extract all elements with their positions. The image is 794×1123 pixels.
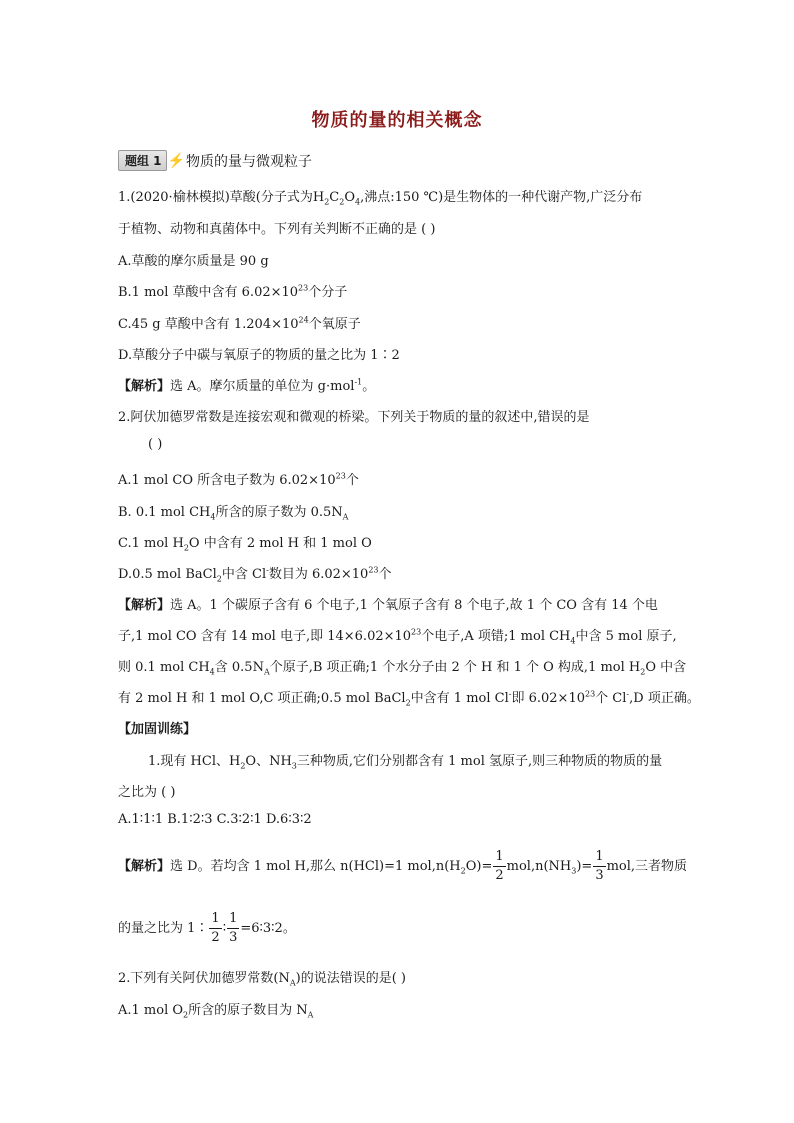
fraction	[493, 848, 505, 885]
text: mol,三者物质	[606, 859, 688, 874]
text: 所含的原子数目为 N	[188, 1003, 308, 1018]
answer-tag: 【解析】	[118, 598, 171, 613]
superscript: 23	[335, 471, 346, 481]
question-1-option-d: D.草酸分子中碳与氧原子的物质的量之比为 1∶2	[118, 348, 400, 363]
page-title: 物质的量的相关概念	[311, 110, 483, 131]
text: 中含 Cl	[221, 567, 267, 582]
text: 则 0.1 mol CH	[118, 660, 210, 675]
extra-question-1-options: A.1∶1∶1 B.1∶2∶3 C.3∶2∶1 D.6∶3∶2	[118, 812, 312, 827]
text: 1.现有 HCl、H	[148, 754, 241, 769]
text: 所含的原子数为 0.5N	[215, 505, 343, 520]
superscript: -	[266, 565, 269, 575]
text: O)=	[465, 859, 493, 874]
text: mol,n(NH	[506, 859, 572, 874]
subscript: A	[307, 1010, 314, 1020]
numerator: 1	[493, 848, 505, 867]
question-1-stem-line1	[118, 186, 642, 207]
question-2-stem-line2: ( )	[148, 437, 163, 452]
text: 。	[362, 379, 376, 394]
answer-tag: 【解析】	[118, 859, 171, 874]
superscript: -	[626, 689, 630, 699]
question-1-answer	[118, 375, 375, 394]
subscript: 2	[183, 1010, 189, 1020]
text: O 中含	[645, 660, 687, 675]
text: O 中含有 2 mol H 和 1 mol O	[188, 536, 372, 551]
numerator: 1	[593, 848, 605, 867]
text: 个 Cl	[595, 691, 627, 706]
subscript: A	[342, 512, 349, 522]
answer-tag: 【解析】	[118, 379, 171, 394]
lightning-icon: ⚡	[167, 152, 185, 169]
text: B. 0.1 mol CH	[118, 505, 211, 520]
fraction	[227, 910, 239, 947]
text: C.45 g 草酸中含有 1.204×10	[118, 317, 299, 332]
superscript: 23	[298, 283, 309, 293]
subscript: 2	[216, 574, 222, 584]
extra-question-1-line1	[148, 750, 662, 771]
subscript: 2	[339, 197, 345, 207]
question-1-option-a: A.草酸的摩尔质量是 90 g	[118, 254, 269, 269]
subscript: 2	[405, 698, 411, 708]
subscript: 2	[324, 197, 330, 207]
text: 数目为 6.02×10	[268, 567, 369, 582]
text: C	[329, 190, 340, 205]
text: 个分子	[308, 285, 348, 300]
section-header	[118, 150, 312, 171]
extra-training-tag: 【加固训练】	[118, 722, 197, 737]
extra-question-2-option-a	[118, 999, 313, 1020]
subscript: 4	[570, 636, 576, 646]
text: 1.(2020·榆林模拟)草酸(分子式为H	[118, 190, 325, 205]
text: D.0.5 mol BaCl	[118, 567, 217, 582]
denominator: 2	[495, 868, 504, 883]
text: ,D 项正确。	[629, 691, 700, 706]
question-1-option-b	[118, 281, 347, 300]
fraction	[593, 848, 605, 885]
question-2-option-a	[118, 469, 359, 488]
text: 即 6.02×10	[511, 691, 585, 706]
superscript: -	[508, 689, 512, 699]
text: 个	[345, 473, 359, 488]
extra-question-1-answer-line1	[118, 848, 687, 885]
group-badge: 题组 1	[118, 150, 167, 171]
question-2-answer-line2	[118, 625, 677, 646]
superscript: 23	[584, 689, 596, 699]
superscript: 23	[368, 565, 379, 575]
text: 中含 5 mol 原子,	[575, 629, 677, 644]
text: 个	[378, 567, 392, 582]
text: B.1 mol 草酸中含有 6.02×10	[118, 285, 299, 300]
text: =6∶3∶2。	[240, 921, 296, 936]
question-2-stem-line1: 2.阿伏加德罗常数是连接宏观和微观的桥梁。下列关于物质的量的叙述中,错误的是	[118, 410, 590, 425]
text: 个电子,A 项错;1 mol CH	[421, 629, 571, 644]
text: ∶	[222, 921, 227, 936]
subscript: 4	[210, 512, 216, 522]
subscript: 4	[355, 197, 361, 207]
question-2-answer-line1	[118, 594, 658, 613]
subscript: 2	[183, 543, 189, 553]
text: O	[344, 190, 355, 205]
numerator: 1	[227, 910, 239, 929]
text: 有 2 mol H 和 1 mol O,C 项正确;0.5 mol BaCl	[118, 691, 406, 706]
text: )的说法错误的是( )	[295, 971, 406, 986]
section-title: 物质的量与微观粒子	[185, 153, 312, 170]
extra-question-1-answer-line2	[118, 910, 296, 947]
text: 含 0.5N	[214, 660, 264, 675]
question-2-answer-line4	[118, 687, 700, 708]
text: O、NH	[245, 754, 292, 769]
text: A.1 mol O	[118, 1003, 184, 1018]
text: 2.下列有关阿伏加德罗常数(N	[118, 971, 290, 986]
text: C.1 mol H	[118, 536, 184, 551]
question-1-option-c	[118, 313, 361, 332]
subscript: 4	[209, 667, 215, 677]
text: 选 D。若均含 1 mol H,那么 n(HCl)=1 mol,n(H	[170, 859, 461, 874]
denominator: 3	[229, 930, 238, 945]
superscript: 24	[298, 315, 309, 325]
denominator: 3	[595, 868, 604, 883]
subscript: A	[289, 978, 296, 988]
denominator: 2	[211, 930, 220, 945]
superscript: 23	[411, 627, 422, 637]
question-2-option-c	[118, 532, 372, 553]
subscript: 2	[460, 866, 466, 876]
text: 选 A。摩尔质量的单位为 g·mol	[170, 379, 355, 394]
text: 个氧原子	[308, 317, 361, 332]
text: 三种物质,它们分别都含有 1 mol 氢原子,则三种物质的物质的量	[296, 754, 663, 769]
text: 个原子,B 项正确;1 个水分子由 2 个 H 和 1 个 O 构成,1 mol H	[269, 660, 641, 675]
text: 的量之比为 1∶	[118, 921, 209, 936]
text: 中含有 1 mol Cl	[410, 691, 509, 706]
superscript: -1	[354, 377, 363, 387]
text: ,沸点:150 ℃)是生物体的一种代谢产物,广泛分布	[360, 190, 643, 205]
subscript: A	[263, 667, 270, 677]
numerator: 1	[209, 910, 221, 929]
subscript: 3	[571, 866, 577, 876]
extra-question-2-stem	[118, 967, 406, 988]
question-2-answer-line3	[118, 656, 686, 677]
question-2-option-d	[118, 563, 392, 584]
question-1-stem-line2: 于植物、动物和真菌体中。下列有关判断不正确的是 ( )	[118, 222, 436, 237]
text: )=	[576, 859, 593, 874]
subscript: 2	[640, 667, 646, 677]
extra-question-1-line2: 之比为 ( )	[118, 785, 176, 800]
text: 选 A。1 个碳原子含有 6 个电子,1 个氧原子含有 8 个电子,故 1 个 CO 含有 14 个电	[170, 598, 658, 613]
subscript: 2	[240, 761, 246, 771]
text: 子,1 mol CO 含有 14 mol 电子,即 14×6.02×10	[118, 629, 412, 644]
question-2-option-b	[118, 501, 348, 522]
text: A.1 mol CO 所含电子数为 6.02×10	[118, 473, 336, 488]
subscript: 3	[291, 761, 297, 771]
fraction	[209, 910, 221, 947]
